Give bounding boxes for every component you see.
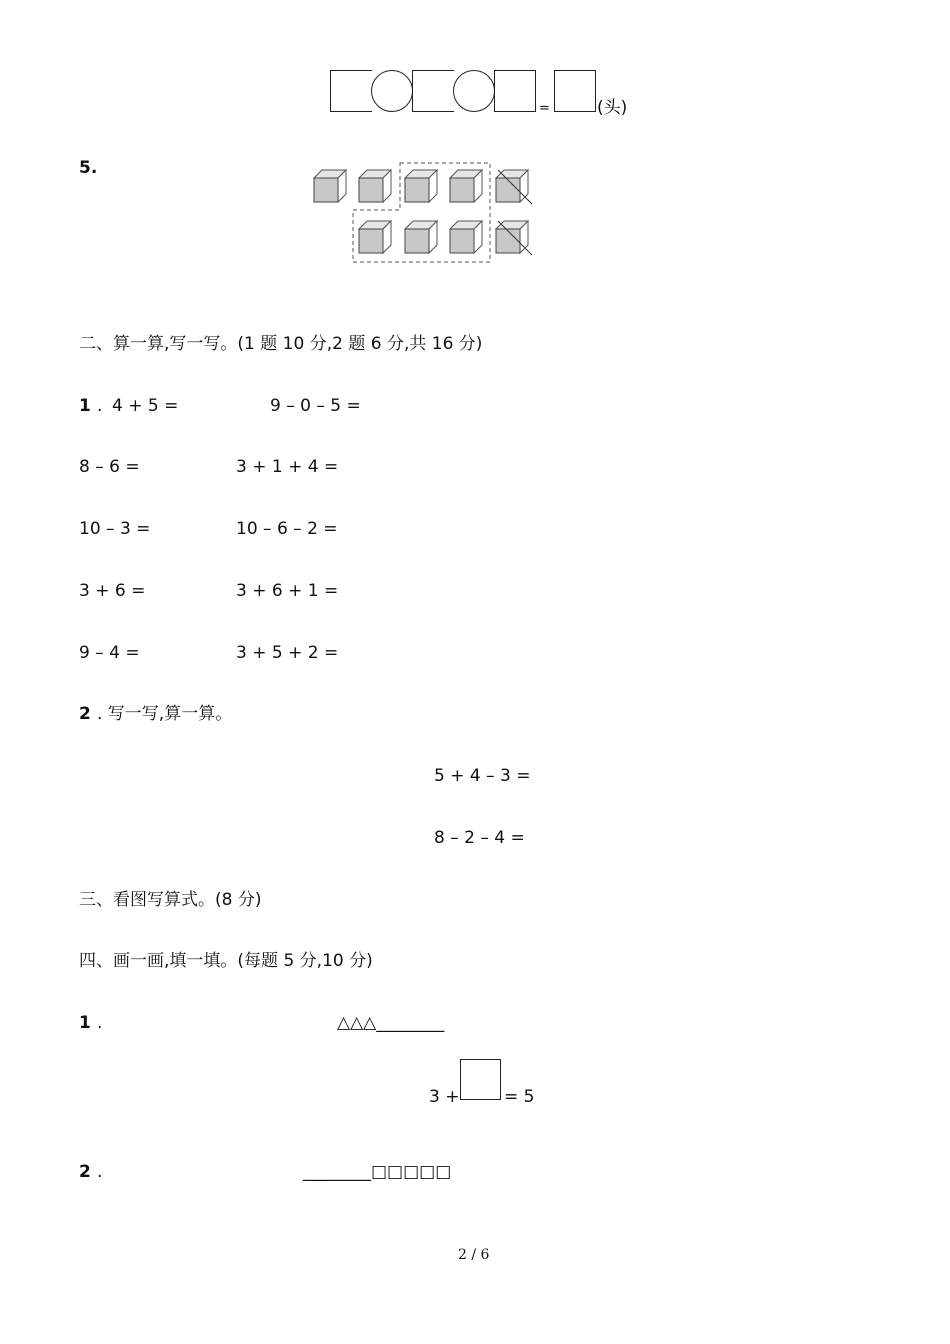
calc-item: 8 – 2 – 4 = — [434, 828, 525, 848]
square-shapes: ________□□□□□ — [303, 1162, 452, 1182]
s4-q2-sep: . — [97, 1162, 103, 1182]
s4-q1-expr-left: 3 + — [429, 1087, 460, 1107]
s4-q1-label: 1 — [79, 1013, 91, 1033]
unit-label: (头) — [597, 98, 628, 118]
cube-crossed — [496, 221, 528, 253]
result-box — [554, 70, 596, 112]
cube — [314, 170, 346, 202]
answer-box-3 — [494, 70, 536, 112]
answer-box-2 — [412, 70, 454, 112]
cube-crossed — [496, 170, 528, 202]
calc-item: 3 + 6 = — [79, 581, 146, 601]
s4-q1-sep: . — [97, 1013, 103, 1033]
section2-heading: 二、算一算,写一写。(1 题 10 分,2 题 6 分,共 16 分) — [79, 334, 483, 354]
section4-heading: 四、画一画,填一填。(每题 5 分,10 分) — [79, 951, 373, 971]
calc-item: 5 + 4 – 3 = — [434, 766, 531, 786]
section3-heading: 三、看图写算式。(8 分) — [79, 890, 262, 910]
operator-circle-2 — [453, 70, 495, 112]
cube — [405, 170, 437, 202]
calc-item: 10 – 3 = — [79, 519, 151, 539]
cube — [359, 221, 391, 253]
answer-box-1 — [330, 70, 372, 112]
cube — [450, 221, 482, 253]
s4-q2-label: 2 — [79, 1162, 91, 1182]
s2-q1-label: 1 — [79, 396, 91, 416]
calc-item: 8 – 6 = — [79, 457, 140, 477]
triangle-shapes: △△△________ — [337, 1013, 445, 1033]
page-number: 2 / 6 — [458, 1247, 490, 1263]
cube — [405, 221, 437, 253]
equals-sign: = — [539, 101, 550, 116]
calc-item: 3 + 6 + 1 = — [236, 581, 339, 601]
calc-item: 3 + 5 + 2 = — [236, 643, 339, 663]
operator-circle-1 — [371, 70, 413, 112]
calc-item: 9 – 0 – 5 = — [270, 396, 361, 416]
s4-q1-expr-right: = 5 — [504, 1087, 535, 1107]
calc-item: 3 + 1 + 4 = — [236, 457, 339, 477]
calc-item: 4 + 5 = — [112, 396, 179, 416]
calc-item: 9 – 4 = — [79, 643, 140, 663]
cube — [359, 170, 391, 202]
s2-q2-label: 2 — [79, 704, 91, 724]
cube-grouping-figure — [305, 158, 545, 270]
q5-label: 5. — [79, 158, 98, 178]
cube — [450, 170, 482, 202]
s2-q2-text: . 写一写,算一算。 — [97, 704, 233, 724]
s2-q1-sep: . — [97, 396, 103, 416]
answer-box — [460, 1059, 501, 1100]
calc-item: 10 – 6 – 2 = — [236, 519, 338, 539]
